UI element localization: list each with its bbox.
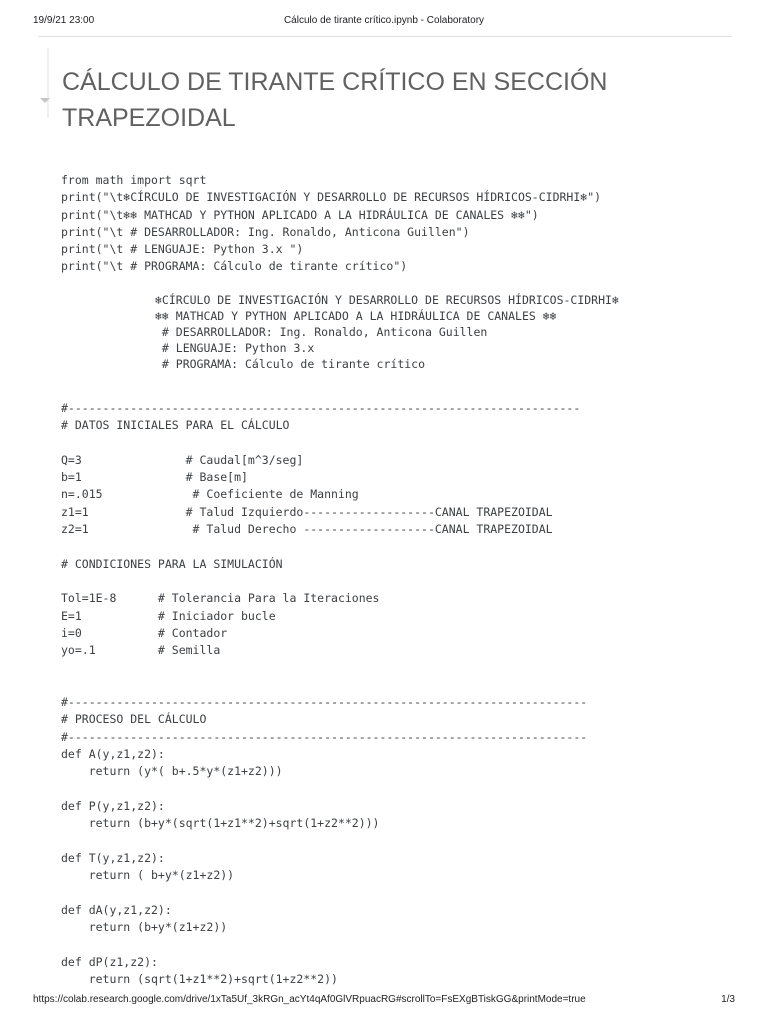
cell-indicator: [47, 48, 49, 118]
page-number: 1/3: [721, 994, 735, 1005]
code-cell-1-source[interactable]: from math import sqrt print("\t❄CÍRCULO DE INVESTIGACIÓN Y DESARROLLO DE RECURSOS HÍDRICOS-CIDRHI❄") print("\t❄❄ MATHCAD Y PYTHON APLICADO A LA HIDRÁULICA DE CANALES ❄❄") print("\t # DESARROLLADOR: Ing. Ronaldo, Anticona Guillen") print("\t # LENGUAJE: Python 3.x ") print("\t # PROGRAMA: Cálculo de tirante crítico"): [61, 173, 602, 274]
print-header: [0, 15, 768, 29]
code-cell-2-source[interactable]: #-------------------------------------------------------------------------- # DATOS INICIALES PARA EL CÁLCULO Q=3 # Caudal[m^3/seg] b=1 # Base[m] n=.015 # Coeficiente de Manning z1=1 # Talud Izquierdo-------------------CANAL TRAPEZOIDAL z2=1 # Talud Derecho -------------------CANAL TRAPEZOIDAL # CONDICIONES PARA LA SIMULACIÓN Tol=1E-8 # Tolerancia Para la Iteraciones E=1 # Iniciador bucle i=0 # Contador yo=.1 # Semilla #--------------------------------------------------------------------------- # PROCESO DEL CÁLCULO #--------------------------------------------------------------------------- def A(y,z1,z2): return (y*( b+.5*y*(z1+z2))) def P(y,z1,z2): return (b+y*(sqrt(1+z1**2)+sqrt(1+z2**2))) def T(y,z1,z2): return ( b+y*(z1+z2)) def dA(y,z1,z2): return (b+y*(z1+z2)) def dP(z1,z2): return (sqrt(1+z1**2)+sqrt(1+z2**2)): [61, 401, 588, 986]
collapse-section-icon[interactable]: [40, 98, 50, 103]
page-url: https://colab.research.google.com/drive/1xTa5Uf_3kRGn_acYt4qAf0GlVRpuacRG#scrollTo=FsEXgBTiskGG&printMode=true: [33, 994, 586, 1005]
print-footer: [0, 994, 768, 1008]
header-divider: [38, 36, 732, 37]
code-cell-1-output: ❄CÍRCULO DE INVESTIGACIÓN Y DESARROLLO DE RECURSOS HÍDRICOS-CIDRHI❄ ❄❄ MATHCAD Y PYTHON APLICADO A LA HIDRÁULICA DE CANALES ❄❄ # DESARROLLADOR: Ing. Ronaldo, Anticona Guillen # LENGUAJE: Python 3.x # PROGRAMA: Cálculo de tirante crítico: [155, 293, 619, 371]
print-timestamp: 19/9/21 23:00: [33, 15, 95, 26]
page-title: Cálculo de tirante crítico.ipynb - Colaboratory: [283, 15, 485, 26]
text-cell-heading: CÁLCULO DE TIRANTE CRÍTICO EN SECCIÓN TRAPEZOIDAL: [62, 68, 608, 132]
